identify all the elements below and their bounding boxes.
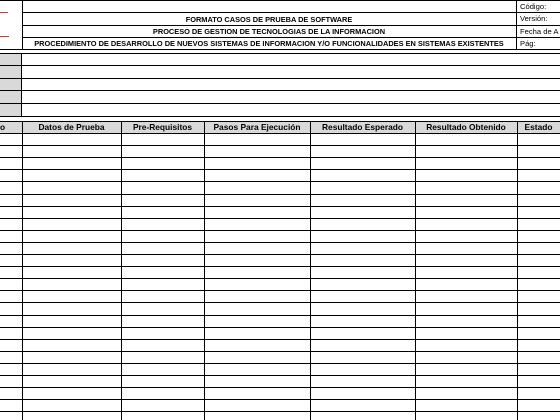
header-rule-1 xyxy=(22,12,560,13)
process-title: PROCESO DE GESTION DE TECNOLOGIAS DE LA INFORMACION xyxy=(152,27,386,36)
test-case-table xyxy=(0,121,560,420)
table-row-line xyxy=(0,302,560,303)
table-row-line xyxy=(0,266,560,267)
header-rule-2 xyxy=(22,25,560,26)
info-row-line xyxy=(0,78,560,79)
column-header-steps: Pasos Para Ejecución xyxy=(204,121,310,133)
column-header-expected-result: Resultado Esperado xyxy=(310,121,415,133)
table-row-line xyxy=(0,363,560,364)
column-header-test-data: Datos de Prueba xyxy=(22,121,121,133)
table-row-line xyxy=(0,157,560,158)
page-label: Pág: xyxy=(520,39,536,48)
header-bottom-border xyxy=(0,49,560,50)
table-row-line xyxy=(0,254,560,255)
info-row-line xyxy=(0,65,560,66)
table-row-line xyxy=(0,290,560,291)
column-header-obtained-result: Resultado Obtenido xyxy=(415,121,517,133)
code-label: Código: xyxy=(520,2,547,11)
logo-mark-top xyxy=(0,12,8,13)
table-row-line xyxy=(0,387,560,388)
table-row-line xyxy=(0,194,560,195)
info-row-line xyxy=(0,116,560,117)
table-row-line xyxy=(0,375,560,376)
table-row-line xyxy=(0,399,560,400)
header-top-border xyxy=(0,0,560,1)
table-row-line xyxy=(0,206,560,207)
table-row-line xyxy=(0,218,560,219)
table-row-line xyxy=(0,339,560,340)
table-row-line xyxy=(0,315,560,316)
form-header xyxy=(0,0,560,50)
info-row-line xyxy=(0,90,560,91)
header-rule-3 xyxy=(22,37,560,38)
table-column-line xyxy=(517,121,518,420)
table-row-line xyxy=(0,327,560,328)
column-header-id: o xyxy=(0,121,22,133)
table-row-line xyxy=(0,242,560,243)
table-row-line xyxy=(0,351,560,352)
table-header-bottom-line xyxy=(0,133,560,134)
table-column-line xyxy=(204,121,205,420)
column-header-prerequisites: Pre-Requisitos xyxy=(121,121,204,133)
column-header-status: Estado xyxy=(517,121,560,133)
date-label: Fecha de A xyxy=(520,27,559,36)
table-column-line xyxy=(310,121,311,420)
table-row-line xyxy=(0,278,560,279)
info-divider xyxy=(21,53,22,117)
logo-mark-bottom xyxy=(0,36,9,37)
table-column-line xyxy=(121,121,122,420)
table-column-line xyxy=(22,121,23,420)
table-row-line xyxy=(0,411,560,412)
table-row-line xyxy=(0,230,560,231)
table-row-line xyxy=(0,145,560,146)
info-label-column xyxy=(0,53,21,117)
table-row-line xyxy=(0,181,560,182)
form-title: FORMATO CASOS DE PRUEBA DE SOFTWARE xyxy=(185,15,353,24)
meta-divider xyxy=(516,0,517,50)
table-header-top-line xyxy=(0,121,560,122)
info-row-line xyxy=(0,53,560,54)
table-column-line xyxy=(415,121,416,420)
info-block xyxy=(0,53,560,117)
info-row-line xyxy=(0,103,560,104)
procedure-title: PROCEDIMIENTO DE DESARROLLO DE NUEVOS SISTEMAS DE INFORMACION Y/O FUNCIONALIDADES EN SISTEMAS EXISTENTES xyxy=(34,39,504,48)
version-label: Versión: xyxy=(520,14,548,23)
table-row-line xyxy=(0,169,560,170)
